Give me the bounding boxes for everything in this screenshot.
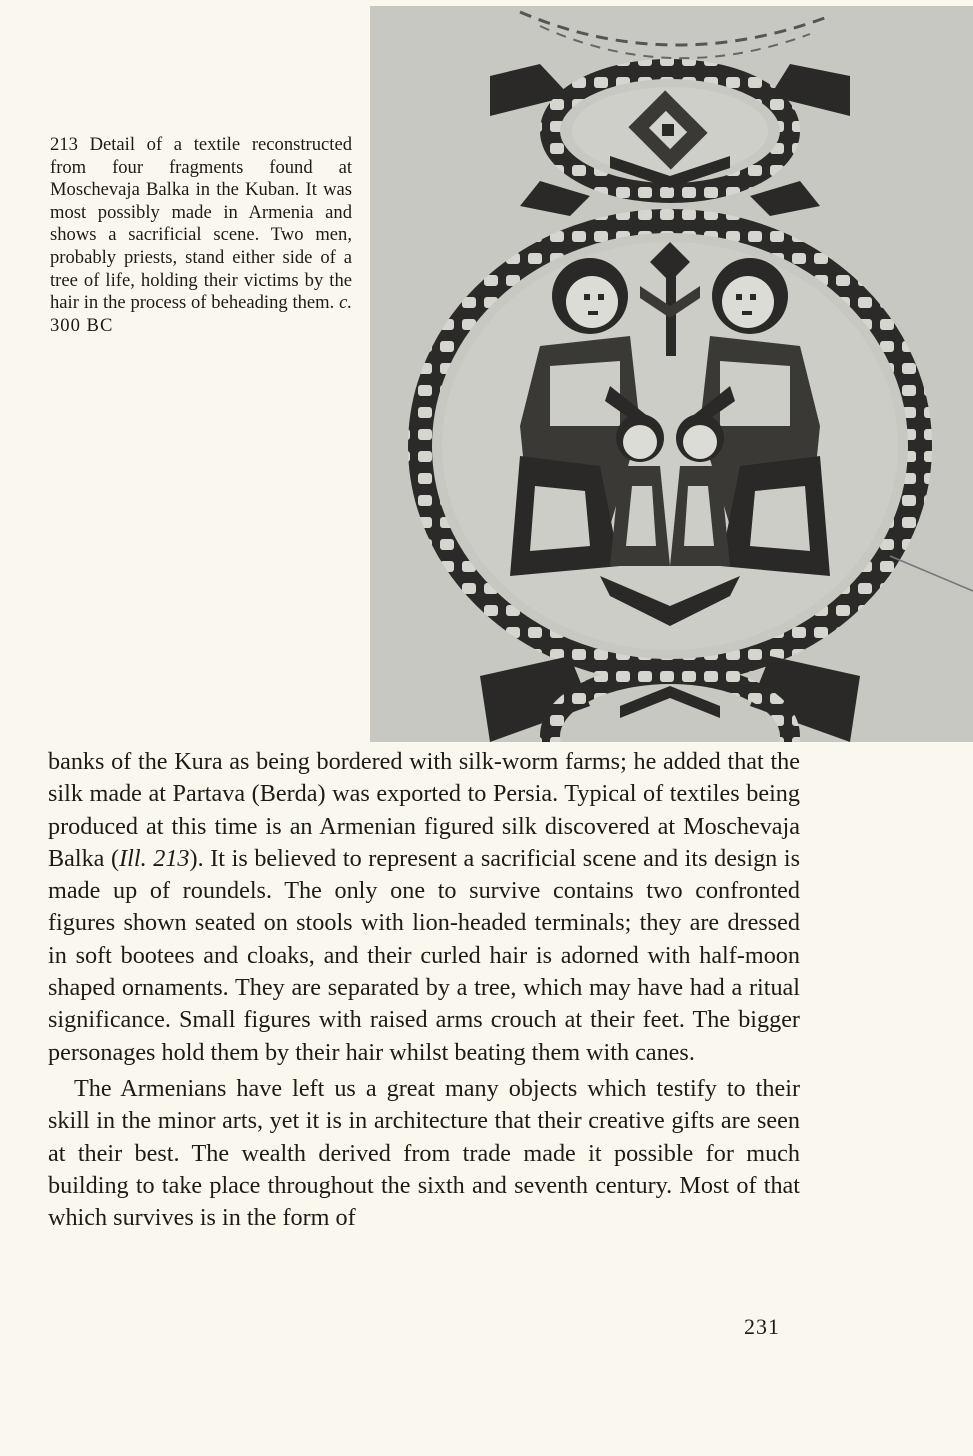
body-text xyxy=(48,746,800,1234)
paragraph-1-text: banks of the Kura as being bordered with silk-worm farms; he added that the silk made at Partava (Berda) was exported to Persia. Typical of textiles being produced at this time is an Armenian figured silk discovered at Moschevaja Balka ( xyxy=(48,748,800,872)
caption-date: 300 BC xyxy=(50,314,114,336)
caption-circa: c. xyxy=(339,292,352,314)
figure-caption xyxy=(50,134,352,337)
paragraph-1-text-continued: ). It is believed to represent a sacrificial scene and its design is made up of roundels. The only one to survive contains two confronted figures shown seated on stools with lion-headed terminals; they are dressed in soft bootees and cloaks, and their curled hair is adorned with half-moon shaped ornaments. They are separated by a tree, which may have had a ritual significance. Small figures with raised arms crouch at their feet. The bigger personages hold them by their hair whilst beating them with canes. xyxy=(48,844,800,1066)
paragraph-2: The Armenians have left us a great many objects which testify to their skill in the minor arts, yet it is in architecture that their creative gifts are seen at their best. The wealth derived from trade made it possible for much building to take place throughout the sixth and seventh century. Most of that which survives is in the form of xyxy=(48,1074,800,1232)
page-number: 231 xyxy=(744,1314,780,1339)
textile-roundel-image xyxy=(370,6,973,742)
caption-number: 213 xyxy=(50,134,78,155)
main-roundel xyxy=(420,221,920,671)
paragraph-1 xyxy=(48,746,800,1069)
illustration-reference: Ill. 213 xyxy=(119,844,190,872)
textile-illustration xyxy=(370,6,973,742)
caption-text: Detail of a textile reconstructed from four fragments found at Moschevaja Balka in the Kuban. It was most possibly made in Armenia and shows a sacrificial scene. Two men, probably priests, stand either side of a tree of life, holding their victims by the hair in the process of beheading them. xyxy=(50,134,352,314)
